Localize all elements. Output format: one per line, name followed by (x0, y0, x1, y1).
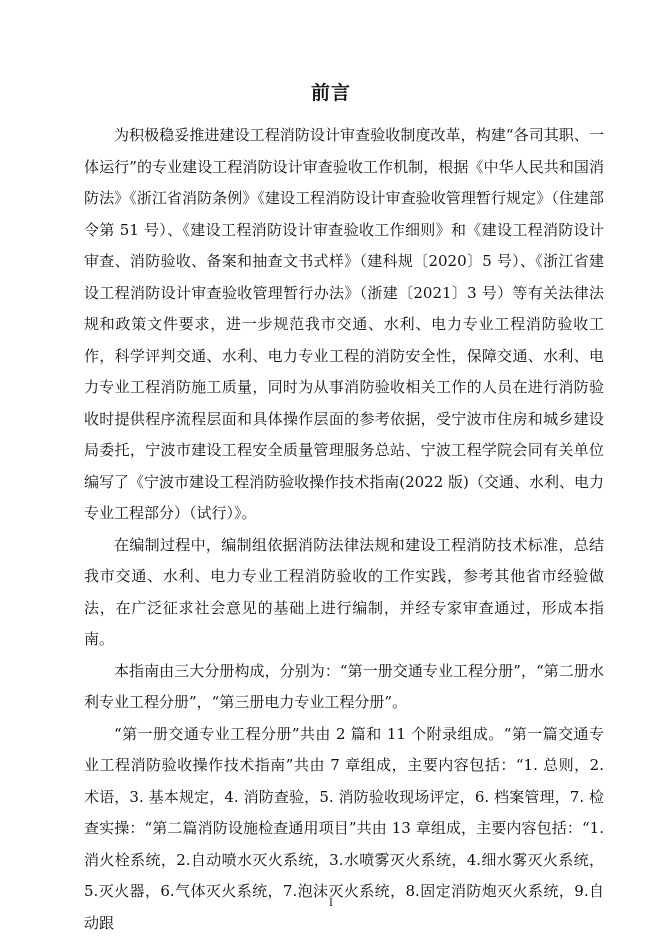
preface-paragraph-4: “第一册交通专业工程分册”共由 2 篇和 11 个附录组成。“第一篇交通专业工程消防验收操作技术指南”共由 7 章组成，主要内容包括：“1. 总则，2. 术语，3. 基本规定，4. 消防查验，5. 消防验收现场评定，6. 档案管理，7. 检查实操：“第二篇消防设施检查通用项目”共由 13 章组成，主要内容包括：“1.消火栓系统，2.自动喷水灭火系统，3.水喷雾灭火系统，4.细水雾灭火系统，5.灭火器，6.气体灭火系统，7.泡沫灭火系统，8.固定消防炮灭火系统，9.自动跟 (84, 719, 604, 939)
preface-paragraph-2: 在编制过程中，编制组依据消防法律法规和建设工程消防技术标准，总结我市交通、水利、电力专业工程消防验收的工作实践，参考其他省市经验做法，在广泛征求社会意见的基础上进行编制，并经专家审查通过，形成本指南。 (84, 530, 604, 656)
page-number: I (0, 898, 662, 909)
preface-body (84, 120, 604, 939)
page-title: 前言 (0, 78, 662, 105)
preface-paragraph-3: 本指南由三大分册构成，分别为：“第一册交通专业工程分册”，“第二册水利专业工程分册”，“第三册电力专业工程分册”。 (84, 656, 604, 719)
preface-paragraph-1: 为积极稳妥推进建设工程消防设计审查验收制度改革，构建“各司其职、一体运行”的专业建设工程消防设计审查验收工作机制，根据《中华人民共和国消防法》《浙江省消防条例》《建设工程消防设计审查验收管理暂行规定》（住建部令第 51 号）、《建设工程消防设计审查验收工作细则》和《建设工程消防设计审查、消防验收、备案和抽查文书式样》（建科规〔2020〕5 号）、《浙江省建设工程消防设计审查验收管理暂行办法》（浙建〔2021〕3 号）等有关法律法规和政策文件要求，进一步规范我市交通、水利、电力专业工程消防验收工作，科学评判交通、水利、电力专业工程的消防安全性，保障交通、水利、电力专业工程消防施工质量，同时为从事消防验收相关工作的人员在进行消防验收时提供程序流程层面和具体操作层面的参考依据，受宁波市住房和城乡建设局委托，宁波市建设工程安全质量管理服务总站、宁波工程学院会同有关单位编写了《宁波市建设工程消防验收操作技术指南(2022 版)（交通、水利、电力专业工程部分）（试行）》。 (84, 120, 604, 530)
